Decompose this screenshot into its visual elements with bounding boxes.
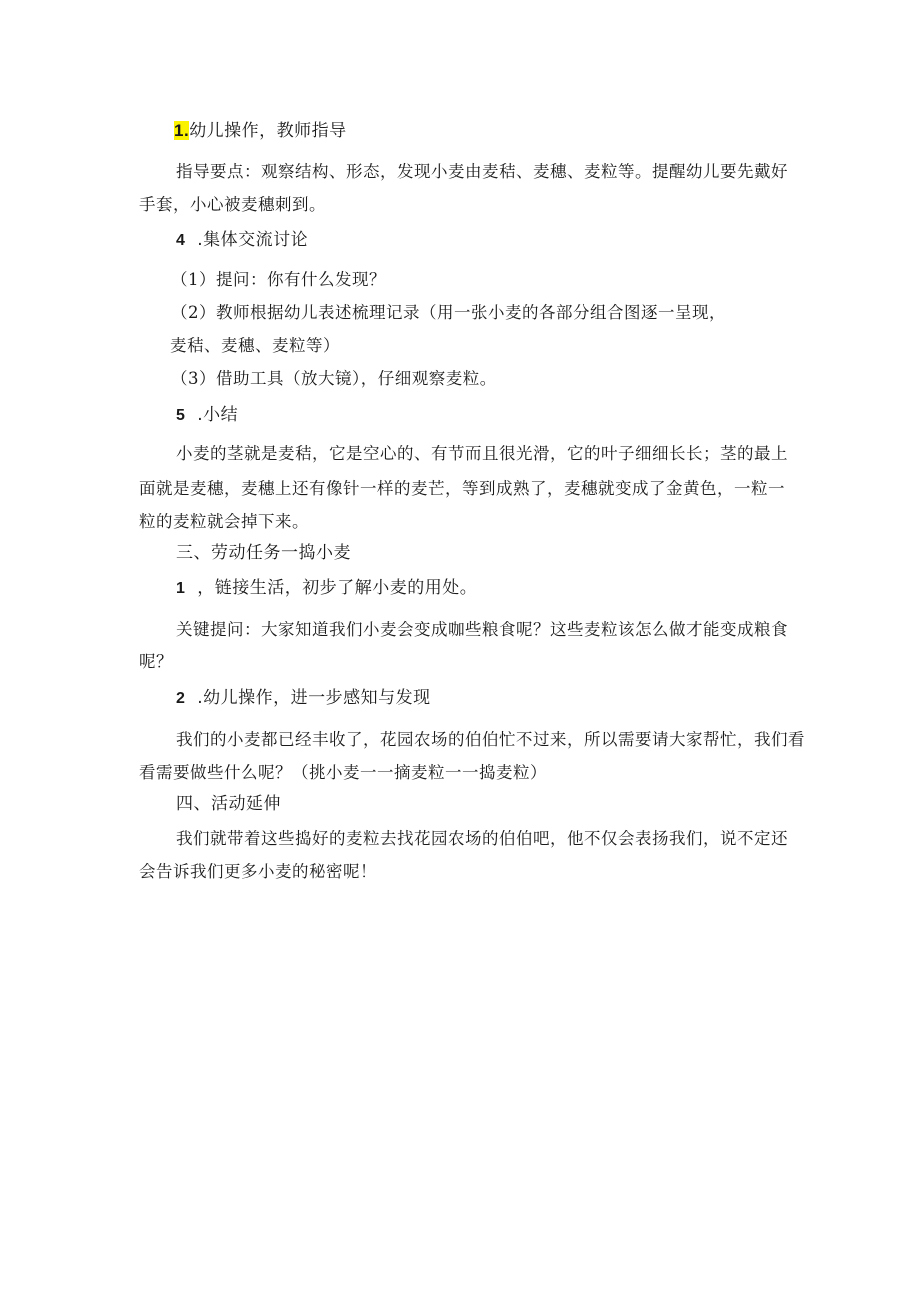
list-item: （1）提问：你有什么发现？ [171,270,386,289]
paragraph-line: 粒的麦粒就会掉下来。 [139,512,309,531]
paragraph-line: 我们的小麦都已经丰收了，花园农场的伯伯忙不过来，所以需要请大家帮忙，我们看 [176,730,805,749]
list-item: （2）教师根据幼儿表述梳理记录（用一张小麦的各部分组合图逐一呈现， [171,303,726,322]
paragraph-line: 关键提问：大家知道我们小麦会变成咖些粮食呢？这些麦粒该怎么做才能变成粮食 [176,620,788,639]
list-item: 麦秸、麦穗、麦粒等） [170,336,340,355]
section-heading-3: 三、劳动任务一捣小麦 [176,543,351,563]
paragraph-line: 小麦的茎就是麦秸，它是空心的、有节而且很光滑，它的叶子细细长长；茎的最上 [176,444,788,463]
heading-step-4 [176,230,308,251]
paragraph-line: 我们就带着这些捣好的麦粒去找花园农场的伯伯吧，他不仅会表扬我们，说不定还 [176,829,788,848]
heading-number: 5 [176,407,186,424]
heading-text: .幼儿操作，进一步感知与发现 [197,688,431,708]
heading-task-2 [176,688,431,709]
highlighted-number: 1. [174,121,190,140]
paragraph-line: 面就是麦穗，麦穗上还有像针一样的麦芒，等到成熟了，麦穗就变成了金黄色，一粒一 [139,479,785,498]
paragraph-line: 指导要点：观察结构、形态，发现小麦由麦秸、麦穗、麦粒等。提醒幼儿要先戴好 [176,162,788,181]
list-item: （3）借助工具（放大镜），仔细观察麦粒。 [171,369,497,388]
heading-text: ，链接生活，初步了解小麦的用处。 [197,578,478,598]
paragraph-line: 手套，小心被麦穗刺到。 [139,195,326,214]
heading-step-5 [176,405,238,426]
section-heading-4: 四、活动延伸 [176,794,281,814]
heading-text: .小结 [197,405,239,425]
heading-number: 2 [176,690,186,707]
paragraph-line: 呢？ [139,652,173,671]
heading-number: 1 [176,580,186,597]
heading-step-1 [174,121,347,141]
heading-text: .集体交流讨论 [197,230,309,250]
paragraph-line: 看需要做些什么呢？（挑小麦一一摘麦粒一一捣麦粒） [139,763,547,782]
heading-text: 幼儿操作，教师指导 [189,121,347,141]
heading-number: 4 [176,232,186,249]
heading-task-1 [176,578,477,599]
paragraph-line: 会告诉我们更多小麦的秘密呢！ [139,862,377,881]
